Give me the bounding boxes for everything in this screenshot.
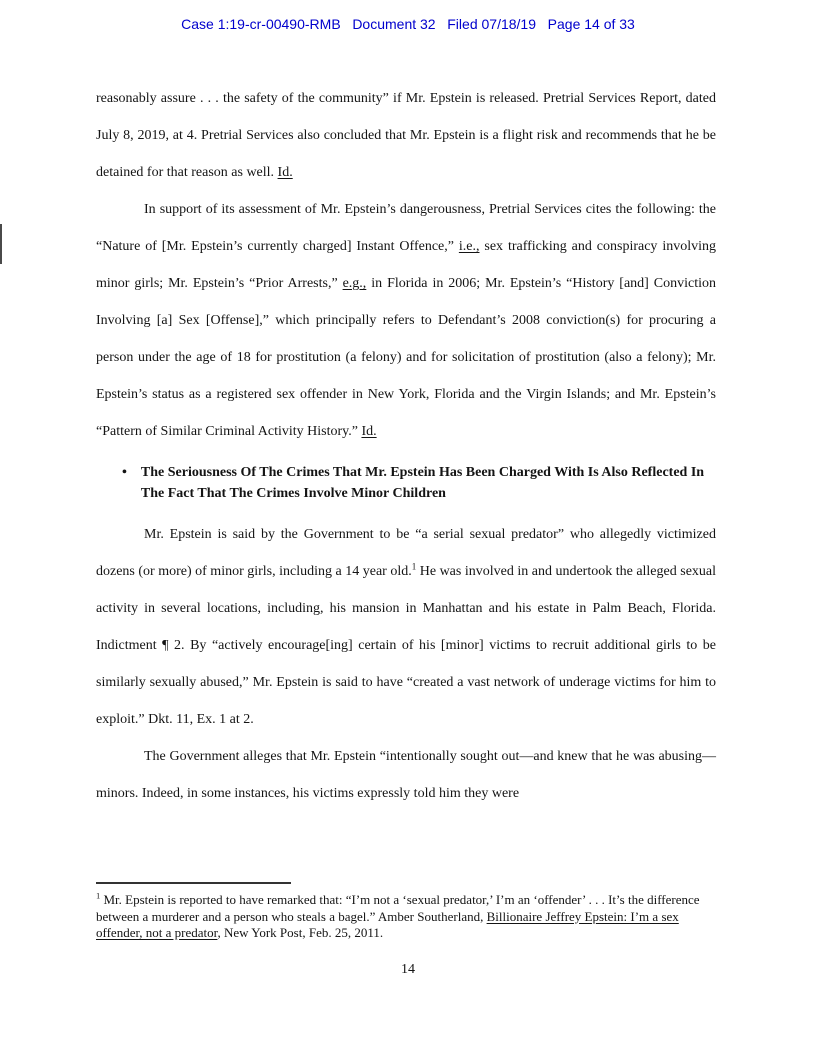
text-segment: reasonably assure . . . the safety of the community” if Mr. Epstein is released. Pretrial Services Report, dated July 8, 2019, at 4. Pretrial Services also concluded that Mr. Epstein is a flight risk and recommends that he be detained for that reason as well.: [96, 91, 716, 180]
scan-artifact: [0, 224, 2, 264]
footnote-reference: 1: [411, 561, 417, 572]
text-segment: The Government alleges that Mr. Epstein “intentionally sought out—and knew that he was abusing—minors. Indeed, in some instances, his victims expressly told him they were: [96, 749, 716, 801]
paragraph: [96, 80, 716, 191]
footnote-marker: 1: [96, 890, 101, 901]
case-header: Case 1:19-cr-00490-RMB Document 32 Filed 07/18/19 Page 14 of 33: [181, 16, 635, 32]
footnote-separator: [96, 882, 291, 884]
footnote-area: [96, 882, 716, 942]
underlined-text: Id.: [277, 165, 293, 180]
text-segment: in Florida in 2006; Mr. Epstein’s “History [and] Conviction Involving [a] Sex [Offense],” which principally refers to Defendant’s 2008 conviction(s) for procuring a person under the age of 18 for prostitution (a felony) and for solicitation of prostitution (also a felony); Mr. Epstein’s status as a registered sex offender in New York, Florida and the Virgin Islands; and Mr. Epstein’s “Pattern of Similar Criminal Activity History.”: [96, 276, 716, 439]
text-segment: Mr. Epstein is said by the Government to be “a serial sexual predator” who allegedly victimized dozens (or more) of minor girls, including a 14 year old.: [96, 527, 716, 579]
underlined-text: e.g.,: [342, 276, 367, 291]
paragraph: [96, 738, 716, 812]
text-segment: sex trafficking and conspiracy involving minor girls; Mr. Epstein’s “Prior Arrests,”: [96, 239, 716, 291]
document-body: [96, 80, 716, 812]
underlined-text: Billionaire Jeffrey Epstein: I’m a sex offender, not a predator: [96, 908, 679, 940]
paragraph: [96, 516, 716, 738]
underlined-text: i.e.,: [458, 239, 480, 254]
footnote-text: [96, 892, 716, 942]
section-heading: [122, 462, 716, 504]
underlined-text: Id.: [361, 424, 377, 439]
text-segment: In support of its assessment of Mr. Epstein’s dangerousness, Pretrial Services cites the following: the “Nature of [Mr. Epstein’s currently charged] Instant Offence,”: [96, 202, 716, 254]
paragraph: [96, 191, 716, 450]
text-segment: He was involved in and undertook the alleged sexual activity in several locations, including, his mansion in Manhattan and his estate in Palm Beach, Florida. Indictment ¶ 2. By “actively encourage[ing] certain of his [minor] victims to recruit additional girls to be similarly sexually abused,” Mr. Epstein is said to have “created a vast network of underage victims for him to exploit.” Dkt. 11, Ex. 1 at 2.: [96, 564, 717, 727]
bullet-icon: •: [122, 465, 127, 480]
section-heading-text: The Seriousness Of The Crimes That Mr. Epstein Has Been Charged With Is Also Reflected In The Fact That The Crimes Involve Minor Children: [140, 465, 705, 501]
text-segment: Mr. Epstein is reported to have remarked that: “I’m not a ‘sexual predator,’ I’m an ‘offender’ . . . It’s the difference between a murderer and a person who steals a bagel.” Amber Southerland,: [96, 892, 700, 924]
page-number: 14: [401, 962, 415, 977]
text-segment: , New York Post, Feb. 25, 2011.: [217, 925, 384, 940]
